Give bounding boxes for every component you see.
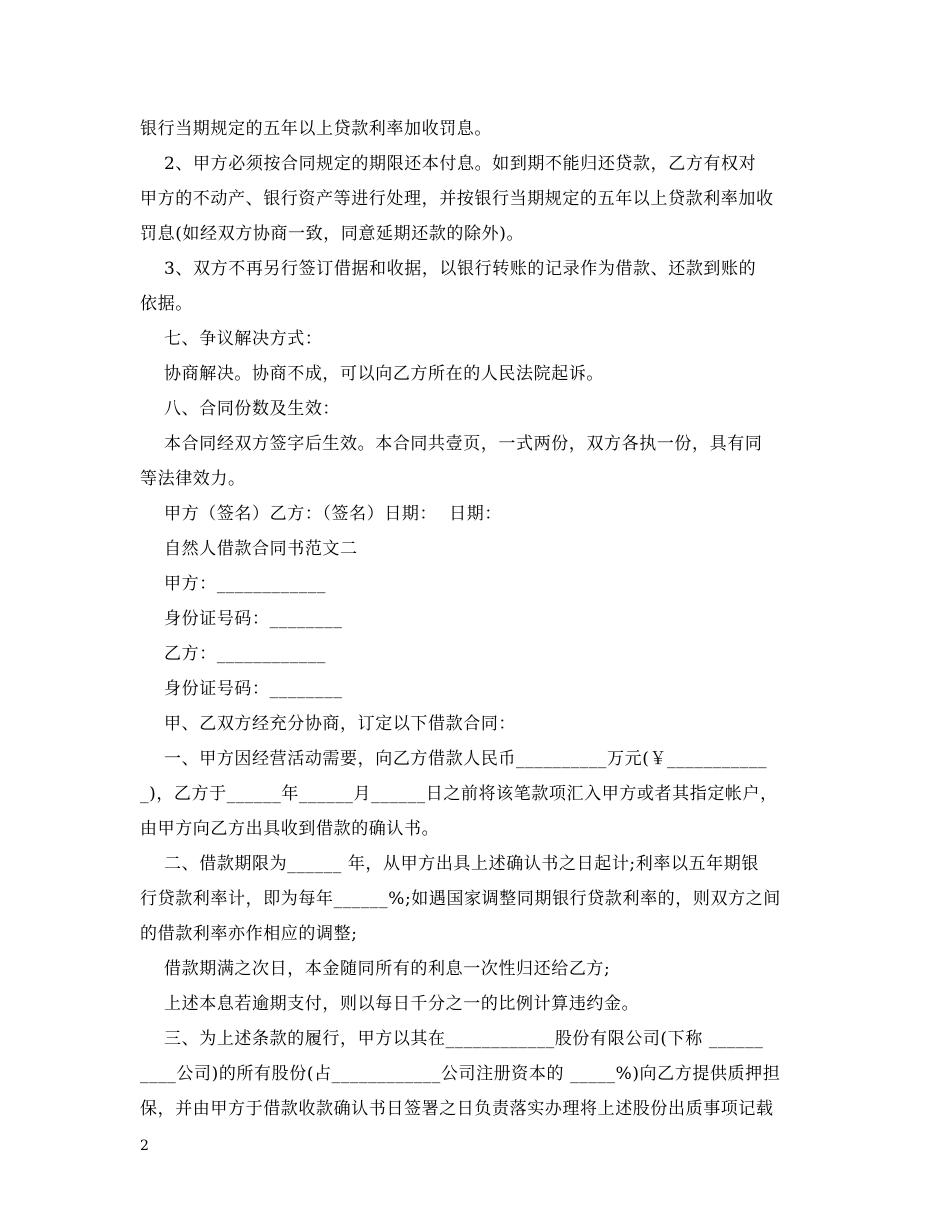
text-line: 本合同经双方签字后生效。本合同共壹页，一式两份，双方各执一份，具有同: [140, 434, 763, 454]
page-number: 2: [140, 1138, 149, 1154]
text-line: _)，乙方于______年______月______日之前将该笔款项汇入甲方或者其指定帐户，: [140, 784, 778, 804]
section-heading: 八、合同份数及生效：: [140, 399, 341, 419]
party-b-field: 乙方：____________: [140, 644, 327, 664]
text-line: 的借款利率亦作相应的调整;: [140, 924, 358, 944]
text-line: 等法律效力。: [140, 469, 246, 489]
text-line: 保，并由甲方于借款收款确认书日签署之日负责落实办理将上述股份出质事项记载: [140, 1099, 774, 1119]
text-line: 依据。: [140, 294, 193, 314]
party-a-field: 甲方：____________: [140, 574, 327, 594]
text-line: 行贷款利率计，即为每年______%;如遇国家调整同期银行贷款利率的，则双方之间: [140, 889, 781, 909]
text-line: 罚息(如经双方协商一致，同意延期还款的除外)。: [140, 224, 525, 244]
text-line: 借款期满之次日，本金随同所有的利息一次性归还给乙方;: [140, 959, 611, 979]
text-line: 2、甲方必须按合同规定的期限还本付息。如到期不能归还贷款，乙方有权对: [140, 154, 757, 174]
text-line: 3、双方不再另行签订借据和收据，以银行转账的记录作为借款、还款到账的: [140, 259, 757, 279]
text-line: ____公司)的所有股份(占____________公司注册资本的 _____%)向乙方提供质押担: [140, 1064, 781, 1084]
id-number-field: 身份证号码：________: [140, 609, 343, 629]
text-line: 协商解决。协商不成，可以向乙方所在的人民法院起诉。: [140, 364, 605, 384]
text-line: 三、为上述条款的履行，甲方以其在____________股份有限公司(下称 ______: [140, 1029, 764, 1049]
signature-line: 甲方（签名）乙方：（签名）日期： 日期：: [140, 504, 502, 524]
document-title: 自然人借款合同书范文二: [140, 539, 358, 559]
text-line: 甲、乙双方经充分协商，订定以下借款合同：: [140, 714, 517, 734]
text-line: 一、甲方因经营活动需要，向乙方借款人民币__________万元(￥___________: [140, 749, 768, 769]
text-line: 甲方的不动产、银行资产等进行处理，并按银行当期规定的五年以上贷款利率加收: [140, 189, 774, 209]
id-number-field: 身份证号码：________: [140, 679, 343, 699]
text-line: 二、借款期限为______ 年，从甲方出具上述确认书之日起计;利率以五年期银: [140, 854, 759, 874]
section-heading: 七、争议解决方式：: [140, 329, 323, 349]
text-line: 上述本息若逾期支付，则以每日千分之一的比例计算违约金。: [140, 994, 640, 1014]
text-line: 由甲方向乙方出具收到借款的确认书。: [140, 819, 440, 839]
text-line: 银行当期规定的五年以上贷款利率加收罚息。: [140, 119, 492, 139]
